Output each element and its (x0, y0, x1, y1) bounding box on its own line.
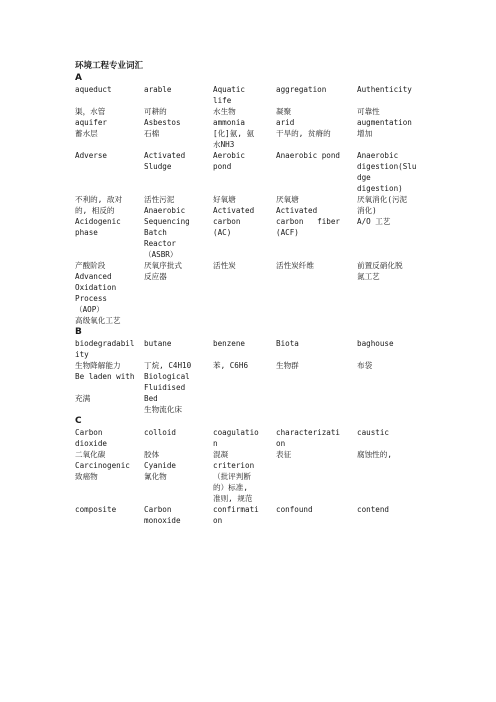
vocab-cell: colloid 胶体 Cyanide 氰化物 (144, 428, 177, 481)
section-letter: C (75, 416, 82, 426)
section-letter: A (75, 73, 82, 83)
document-title: 环境工程专业词汇 (75, 61, 144, 71)
vocab-row (75, 194, 435, 260)
vocab-cell: benzene (213, 339, 246, 348)
vocab-cell: 生物群 (276, 361, 299, 370)
vocab-cell: coagulatio n 混凝 criterion （批评判断 的）标准, 准则, 规范 (213, 428, 259, 503)
vocab-row (75, 260, 435, 326)
vocab-cell: 布袋 (357, 361, 373, 370)
vocab-cell: 不利的, 敌对 的, 相反的 Acidogenic phase (75, 195, 123, 237)
section-letter: B (75, 327, 82, 337)
vocab-cell: butane (144, 339, 172, 348)
vocab-cell: baghouse (357, 339, 394, 348)
vocab-cell: 丁烷, C4H10 Biological Fluidised Bed 生物流化床 (144, 361, 192, 414)
vocab-cell: 可靠性 augmentation 增加 (357, 107, 412, 138)
vocab-cell: 水生物 ammonia [化]氨, 氨 水NH3 (213, 107, 255, 149)
vocab-cell: contend (357, 505, 390, 514)
vocab-cell: Activated Sludge (144, 151, 186, 171)
vocab-cell: 前置反硝化脱 氮工艺 (357, 261, 403, 281)
vocab-row (75, 427, 435, 504)
vocab-row (75, 150, 435, 194)
vocab-row (75, 504, 435, 526)
vocab-cell: confound (276, 505, 313, 514)
vocab-cell: Anaerobic digestion(Slu dge digestion) (357, 151, 417, 193)
vocab-cell: confirmati on (213, 505, 259, 525)
vocabulary-document (75, 60, 435, 526)
vocab-cell: arable (144, 85, 172, 94)
vocab-cell: aggregation (276, 85, 327, 94)
vocab-cell: 产酸阶段 Advanced Oxidation Process （AOP） 高级氧化工艺 (75, 261, 121, 325)
vocab-cell: 活性炭纤维 (276, 261, 314, 270)
vocab-cell: characterizati on 表征 (276, 428, 341, 459)
vocab-cell: 厌氧消化(污泥 消化) A/O 工艺 (357, 195, 408, 226)
vocab-cell: Aerobic pond (213, 151, 246, 171)
vocab-cell: 可耕的 Asbestos 石棉 (144, 107, 181, 138)
vocab-cell: 凝聚 arid 干旱的, 贫瘠的 (276, 107, 331, 138)
vocab-cell: Aquatic life (213, 85, 246, 105)
vocab-cell: biodegradabil ity (75, 339, 135, 359)
vocab-row (75, 84, 435, 106)
vocab-cell: Adverse (75, 151, 108, 160)
vocab-cell: 苯, C6H6 (213, 361, 249, 370)
vocab-cell: Carbon dioxide 二氧化碳 Carcinogenic 致癌物 (75, 428, 130, 481)
vocab-row (75, 338, 435, 360)
vocab-cell: Carbon monoxide (144, 505, 181, 525)
vocab-cell: 活性炭 (213, 261, 236, 270)
vocab-cell: composite (75, 505, 117, 514)
vocab-row (75, 360, 435, 415)
vocab-cell: Biota (276, 339, 299, 348)
vocab-cell: Authenticity (357, 85, 412, 94)
vocab-cell: aqueduct (75, 85, 112, 94)
vocab-cell: 好氧塘 Activated carbon (AC) (213, 195, 255, 237)
vocab-cell: 活性污泥 Anaerobic Sequencing Batch Reactor （ASBR） (144, 195, 190, 259)
vocab-cell: Anaerobic pond (276, 151, 341, 160)
vocab-cell: 厌氧塘 Activated carbon fiber (ACF) (276, 195, 341, 237)
vocab-cell: 渠，水管 aquifer 蓄水层 (75, 107, 108, 138)
vocab-cell: caustic 腐蚀性的, (357, 428, 392, 459)
vocab-row (75, 106, 435, 150)
vocab-cell: 厌氧序批式 反应器 (144, 261, 182, 281)
sections-container (75, 72, 435, 526)
vocab-cell: 生物降解能力 Be laden with 充满 (75, 361, 135, 403)
